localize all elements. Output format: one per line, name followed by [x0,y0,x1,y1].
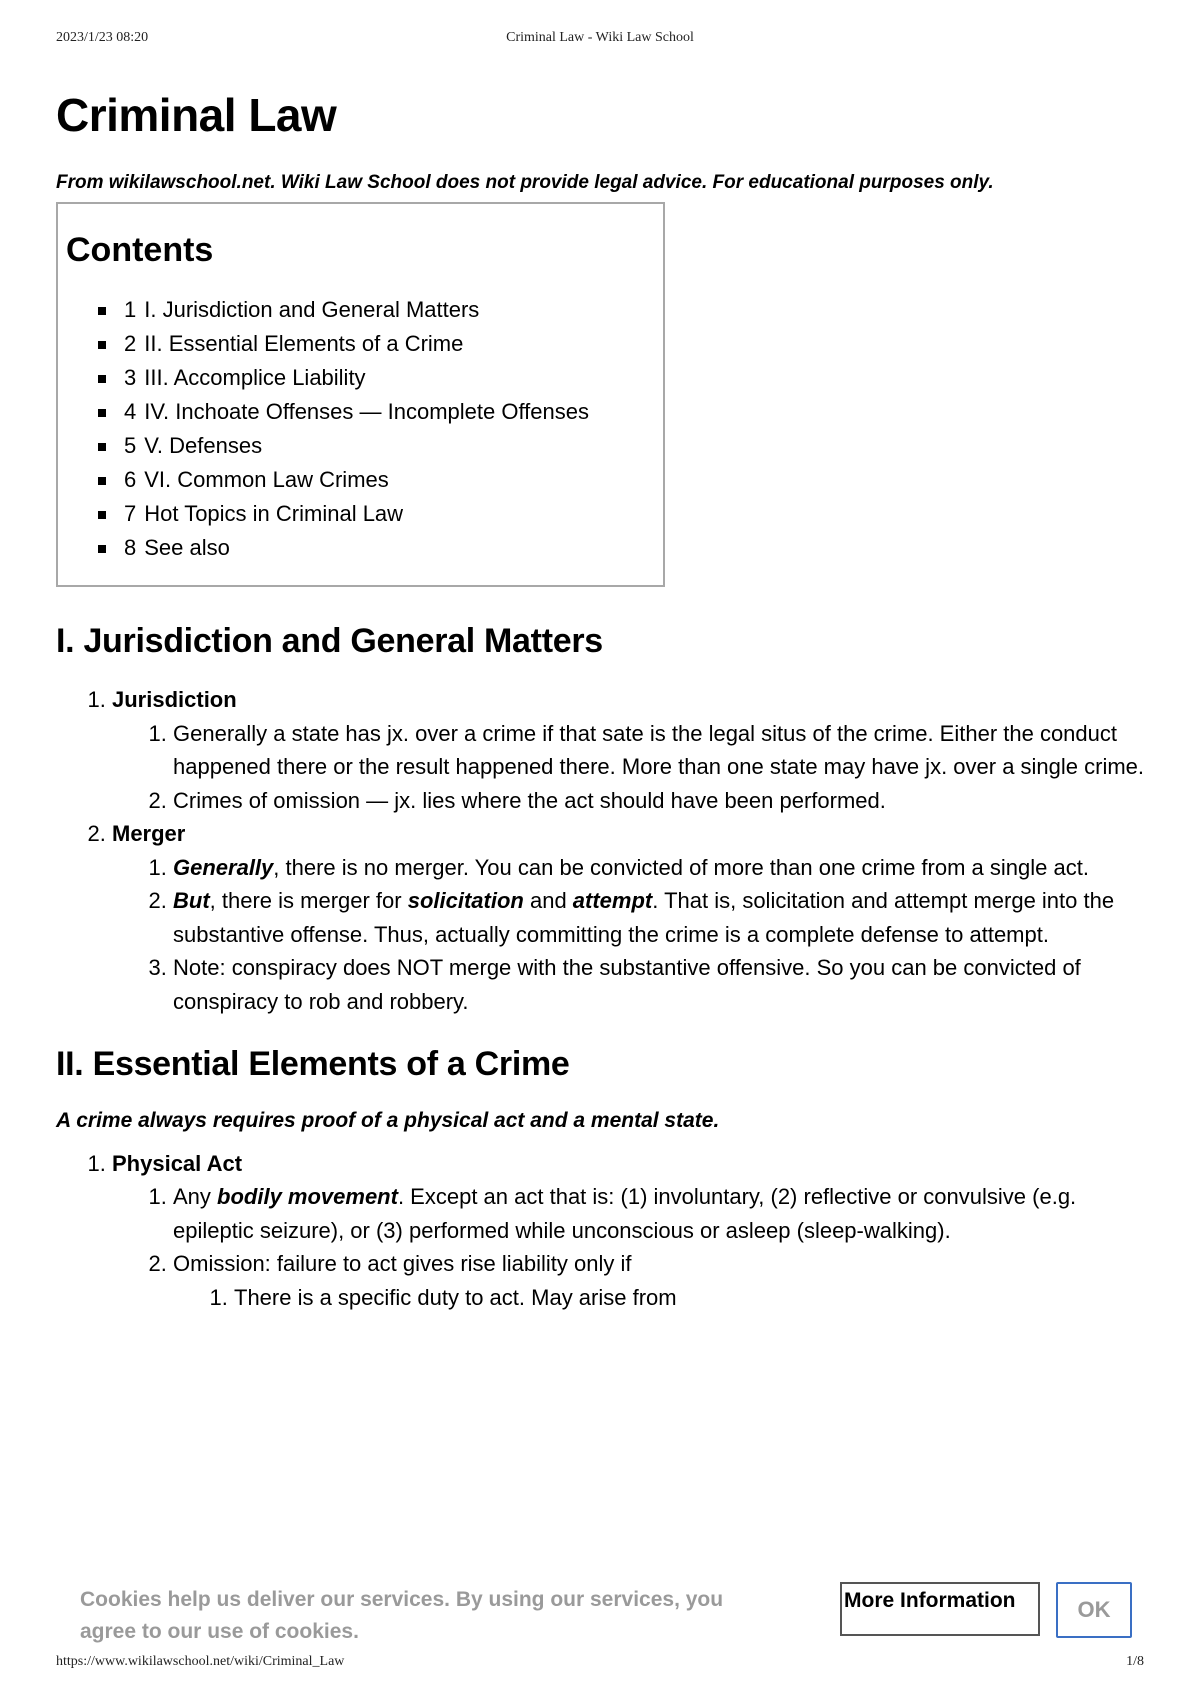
print-header [56,30,1144,50]
section2-list [56,1147,1151,1315]
section-jurisdiction [56,621,1151,1019]
list-item: 2. Crimes of omission — jx. lies where the act should have been performed. [173,784,1151,818]
toc-item-8[interactable]: 8 See also [98,531,655,565]
toc-item-1[interactable]: 1 I. Jurisdiction and General Matters [98,293,655,327]
toc-list [66,293,655,565]
cookie-banner [0,1574,1200,1646]
toc-item-3[interactable]: 3 III. Accomplice Liability [98,361,655,395]
item-title: Physical Act [112,1150,243,1176]
list-item: 1. Generally a state has jx. over a crime if that sate is the legal situs of the crime. Either the conduct happened there or the result happened there. More than one state may have jx. over a single crime. [173,717,1151,784]
more-information-button[interactable]: More Information [840,1582,1040,1636]
list-item: 2. Omission: failure to act gives rise liability only if 1. There is a specific duty to act. May arise from [173,1247,1151,1314]
sub-list [112,851,1151,1019]
ok-button[interactable]: OK [1056,1582,1132,1638]
list-item [112,683,1151,817]
page-subtitle: From wikilawschool.net. Wiki Law School does not provide legal advice. For educational purposes only. [56,172,994,194]
print-date: 2023/1/23 08:20 [56,30,149,45]
print-doc-title: Criminal Law - Wiki Law School [506,30,694,45]
toc-item-7[interactable]: 7 Hot Topics in Criminal Law [98,497,655,531]
section-essential-elements [56,1044,1151,1314]
list-item [112,1147,1151,1315]
list-item: 1. Any bodily movement. Except an act that is: (1) involuntary, (2) reflective or convulsive (e.g. epileptic seizure), or (3) performed while unconscious or asleep (sleep-walking). [173,1180,1151,1247]
cookie-text: Cookies help us deliver our services. By using our services, you agree to our use of cookies. [80,1588,724,1643]
toc-item-2[interactable]: 2 II. Essential Elements of a Crime [98,327,655,361]
print-footer [56,1654,1144,1674]
section-lead: A crime always requires proof of a physical act and a mental state. [56,1109,720,1133]
sub-sub-list [173,1281,1151,1315]
sub-list [112,717,1151,818]
section-heading-1: I. Jurisdiction and General Matters [56,621,603,660]
page-title: Criminal Law [56,89,337,141]
list-item: 1. There is a specific duty to act. May arise from [234,1281,1151,1315]
section-heading-2: II. Essential Elements of a Crime [56,1045,570,1084]
toc-item-5[interactable]: 5 V. Defenses [98,429,655,463]
item-title: Jurisdiction [112,687,237,713]
toc-item-4[interactable]: 4 IV. Inchoate Offenses — Incomplete Offenses [98,395,655,429]
list-item: 1. Generally, there is no merger. You can be convicted of more than one crime from a single act. [173,851,1151,885]
list-item: 2. But, there is merger for solicitation and attempt. That is, solicitation and attempt merge into the substantive offense. Thus, actually committing the crime is a complete defense to attempt. [173,884,1151,951]
section1-list [56,683,1151,1018]
table-of-contents [56,202,665,587]
print-url: https://www.wikilawschool.net/wiki/Criminal_Law [56,1654,345,1669]
list-item: 3. Note: conspiracy does NOT merge with the substantive offensive. So you can be convicted of conspiracy to rob and robbery. [173,951,1151,1018]
toc-item-6[interactable]: 6 VI. Common Law Crimes [98,463,655,497]
sub-list [112,1180,1151,1314]
toc-title: Contents [66,230,214,269]
list-item [112,817,1151,1018]
print-page-number: 1/8 [1126,1654,1144,1669]
item-title: Merger [112,821,186,847]
article-content [56,88,1151,1340]
